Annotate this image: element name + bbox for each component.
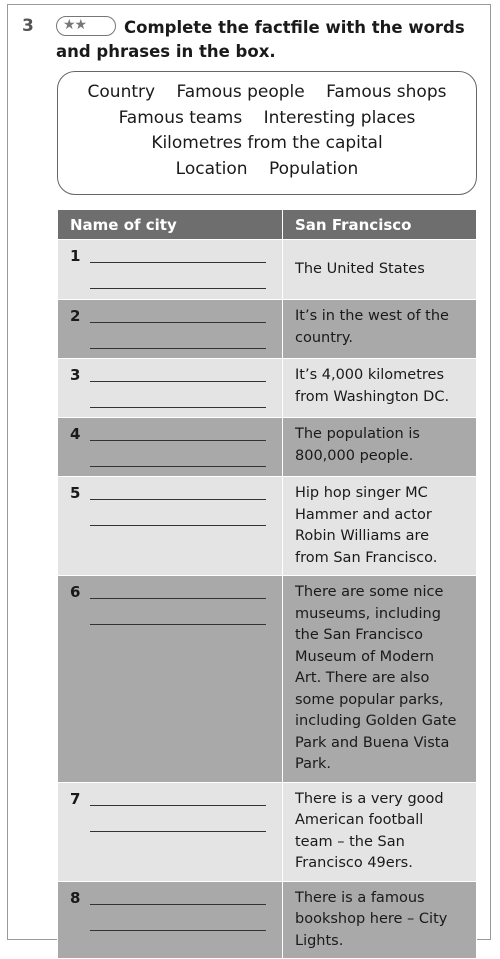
- word-option: Country: [87, 82, 156, 102]
- fact-cell: The United States: [283, 240, 477, 300]
- row-number: 1: [70, 247, 81, 265]
- word-option: Location: [175, 158, 248, 179]
- fact-cell: There are some nice museums, including the San Francisco Museum of Modern Art. There are also some popular parks, including Golden Gate Park and Buena Vista Park.: [283, 576, 477, 783]
- answer-blank-line[interactable]: [90, 288, 266, 289]
- table-row: [58, 782, 477, 881]
- word-box: [57, 71, 477, 195]
- fact-cell: There is a very good American football team – the San Francisco 49ers.: [283, 782, 477, 881]
- answer-blank-line[interactable]: [90, 598, 266, 599]
- word-box-line: [58, 106, 476, 132]
- answer-blank-line[interactable]: [90, 381, 266, 382]
- column-header-city: San Francisco: [283, 210, 477, 240]
- row-number: 8: [70, 888, 81, 907]
- difficulty-stars-icon: ★★: [56, 16, 116, 36]
- answer-blank-line[interactable]: [90, 262, 266, 263]
- table-row: [58, 240, 477, 300]
- word-option: Famous teams: [118, 107, 243, 128]
- answer-cell: [58, 477, 283, 576]
- word-box-line: [58, 131, 476, 157]
- fact-cell: There is a famous bookshop here – City Lights.: [283, 881, 477, 959]
- word-box-line: [58, 157, 476, 183]
- fact-cell: The population is 800,000 people.: [283, 418, 477, 477]
- answer-blank-line[interactable]: [90, 499, 266, 500]
- answer-blank-line[interactable]: [90, 624, 266, 625]
- instruction-text: Complete the factfile with the words and phrases in the box.: [56, 18, 465, 61]
- answer-cell: [58, 240, 283, 300]
- fact-cell: It’s 4,000 kilometres from Washington DC.: [283, 359, 477, 418]
- row-number: 2: [70, 307, 81, 325]
- table-row: [58, 576, 477, 783]
- row-number: 3: [70, 366, 81, 384]
- answer-cell: [58, 782, 283, 881]
- answer-blank-line[interactable]: [90, 904, 266, 905]
- word-option: Kilometres from the capital: [151, 133, 383, 153]
- answer-blank-line[interactable]: [90, 805, 266, 806]
- answer-blank-line[interactable]: [90, 466, 266, 467]
- table-header-row: [58, 210, 477, 240]
- row-number: 4: [70, 425, 81, 443]
- word-option: Famous people: [176, 82, 305, 102]
- factfile-table: [57, 209, 477, 959]
- table-row: [58, 477, 477, 576]
- answer-cell: [58, 576, 283, 783]
- answer-cell: [58, 300, 283, 359]
- answer-cell: [58, 418, 283, 477]
- answer-cell: [58, 881, 283, 959]
- answer-blank-line[interactable]: [90, 930, 266, 931]
- column-header-name-of-city: Name of city: [58, 210, 283, 240]
- word-option: Population: [268, 158, 359, 179]
- table-row: [58, 418, 477, 477]
- answer-blank-line[interactable]: [90, 440, 266, 441]
- answer-blank-line[interactable]: [90, 407, 266, 408]
- fact-cell: It’s in the west of the country.: [283, 300, 477, 359]
- table-row: [58, 300, 477, 359]
- answer-blank-line[interactable]: [90, 348, 266, 349]
- row-number: 6: [70, 583, 81, 601]
- fact-cell: Hip hop singer MC Hammer and actor Robin Williams are from San Francisco.: [283, 477, 477, 576]
- word-option: Famous shops: [326, 82, 447, 102]
- answer-blank-line[interactable]: [90, 831, 266, 832]
- table-row: [58, 359, 477, 418]
- word-option: Interesting places: [263, 107, 416, 128]
- answer-cell: [58, 359, 283, 418]
- row-number: 7: [70, 789, 81, 808]
- table-row: [58, 881, 477, 959]
- word-box-line: [58, 80, 476, 106]
- answer-blank-line[interactable]: [90, 525, 266, 526]
- answer-blank-line[interactable]: [90, 322, 266, 323]
- row-number: 5: [70, 484, 81, 502]
- exercise-number: 3: [22, 16, 34, 36]
